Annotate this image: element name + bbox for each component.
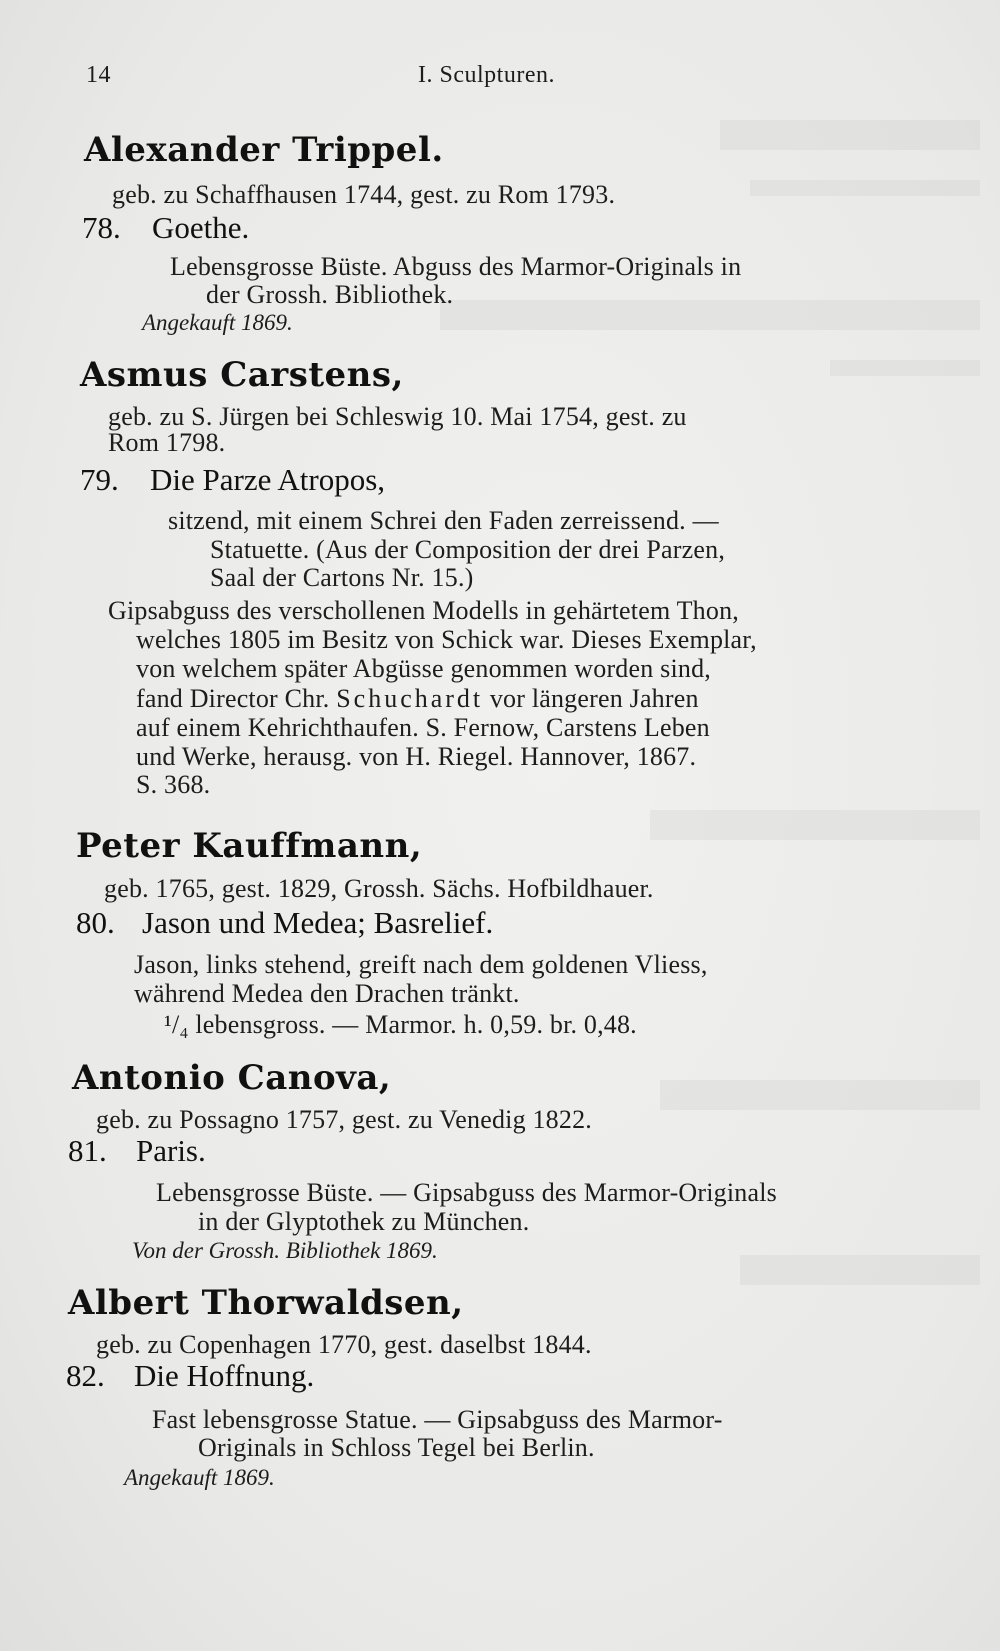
- catalog-number: 81.: [68, 1133, 107, 1168]
- work-title: Goethe.: [152, 210, 250, 245]
- work-title: Die Hoffnung.: [134, 1358, 315, 1393]
- work-description-line: in der Glyptothek zu München.: [198, 1207, 530, 1236]
- artist-heading: Asmus Carstens,: [80, 355, 404, 395]
- spaced-name: Schuchardt: [336, 684, 484, 713]
- artist-bio-line: Rom 1798.: [108, 428, 226, 457]
- catalog-number: 79.: [80, 462, 119, 497]
- work-description-line: sitzend, mit einem Schrei den Faden zerreissend. —: [168, 506, 719, 535]
- work-title: Paris.: [136, 1133, 206, 1168]
- work-description-line: Lebensgrosse Büste. — Gipsabguss des Marmor-Originals: [156, 1178, 777, 1207]
- text-run: fand Director Chr.: [136, 684, 330, 713]
- work-description-line: während Medea den Drachen tränkt.: [134, 979, 520, 1008]
- work-title: Die Parze Atropos,: [150, 462, 386, 497]
- catalog-number: 82.: [66, 1358, 105, 1393]
- work-description-line: ¹/₄ lebensgross. — Marmor. h. 0,59. br. 0,48.: [164, 1010, 637, 1039]
- work-description-line: von welchem später Abgüsse genommen worden sind,: [136, 654, 711, 683]
- artist-heading: Antonio Canova,: [72, 1058, 392, 1098]
- show-through-texture: [520, 120, 1000, 1520]
- acquisition-note: Angekauft 1869.: [124, 1465, 275, 1490]
- work-description-line: Originals in Schloss Tegel bei Berlin.: [198, 1433, 595, 1462]
- work-description-line: Statuette. (Aus der Composition der drei Parzen,: [210, 535, 726, 564]
- artist-heading: Albert Thorwaldsen,: [68, 1283, 464, 1323]
- work-description-line: Saal der Cartons Nr. 15.): [210, 563, 474, 592]
- catalog-number: 78.: [82, 210, 121, 245]
- acquisition-note: Von der Grossh. Bibliothek 1869.: [132, 1238, 438, 1263]
- artist-bio-line: geb. zu S. Jürgen bei Schleswig 10. Mai 1754, gest. zu: [108, 402, 687, 431]
- artist-heading: Alexander Trippel.: [84, 130, 444, 170]
- artist-bio: geb. zu Copenhagen 1770, gest. daselbst 1844.: [96, 1330, 592, 1359]
- work-description-line: Lebensgrosse Büste. Abguss des Marmor-Originals in: [170, 252, 742, 281]
- work-description-line: Fast lebensgrosse Statue. — Gipsabguss des Marmor-: [152, 1405, 723, 1434]
- section-title: I. Sculpturen.: [418, 62, 555, 88]
- work-description-line: Jason, links stehend, greift nach dem goldenen Vliess,: [134, 950, 708, 979]
- work-description-line: Gipsabguss des verschollenen Modells in gehärtetem Thon,: [108, 596, 739, 625]
- work-description-line: und Werke, herausg. von H. Riegel. Hannover, 1867.: [136, 742, 697, 771]
- work-description-line: welches 1805 im Besitz von Schick war. Dieses Exemplar,: [136, 625, 757, 654]
- artist-heading: Peter Kauffmann,: [76, 826, 423, 866]
- work-description-line: auf einem Kehrichthaufen. S. Fernow, Carstens Leben: [136, 713, 710, 742]
- work-description-line: S. 368.: [136, 770, 211, 799]
- work-title: Jason und Medea; Basrelief.: [142, 905, 494, 940]
- text-run: vor längeren Jahren: [489, 684, 699, 713]
- artist-bio: geb. zu Schaffhausen 1744, gest. zu Rom 1793.: [112, 180, 616, 209]
- artist-bio: geb. 1765, gest. 1829, Grossh. Sächs. Hofbildhauer.: [104, 874, 654, 903]
- acquisition-note: Angekauft 1869.: [142, 310, 293, 335]
- catalog-number: 80.: [76, 905, 115, 940]
- work-description-line: [136, 684, 699, 714]
- page-number: 14: [86, 62, 111, 88]
- artist-bio: geb. zu Possagno 1757, gest. zu Venedig 1822.: [96, 1105, 592, 1134]
- work-description-line: der Grossh. Bibliothek.: [206, 280, 454, 309]
